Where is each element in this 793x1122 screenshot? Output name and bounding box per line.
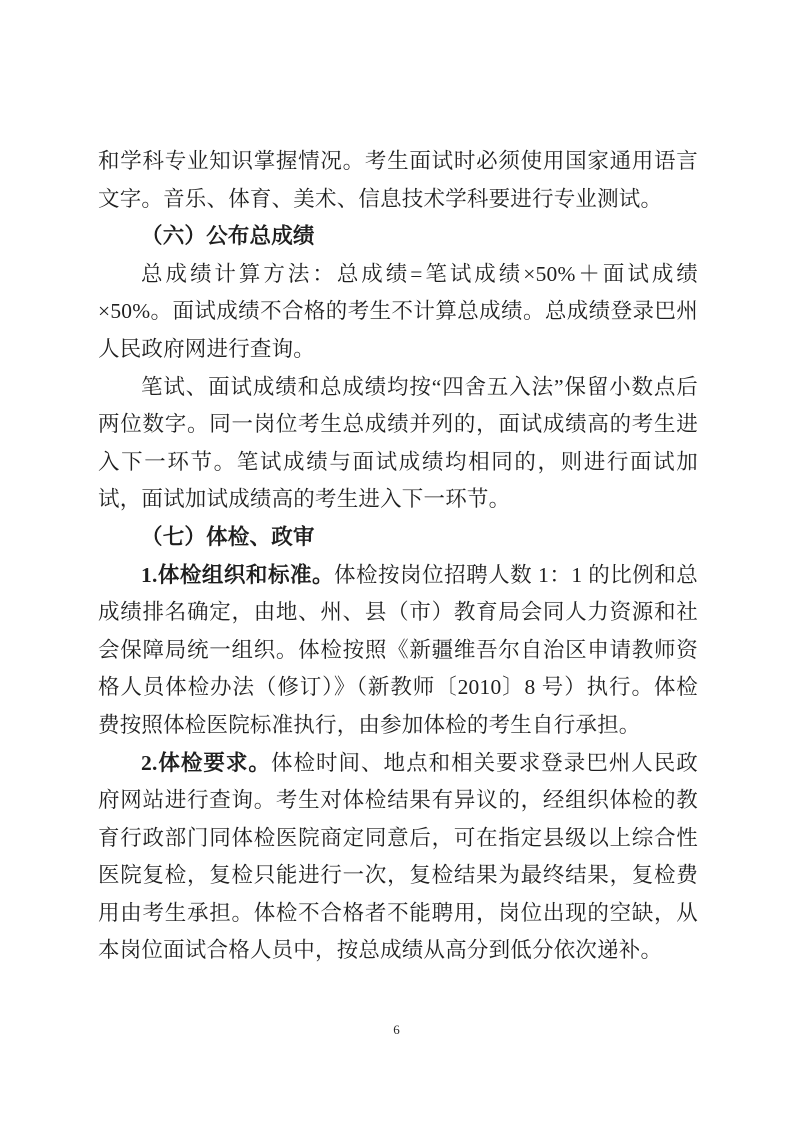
page-number: 6: [393, 1022, 400, 1037]
paragraph-lead-label: 2.体检要求。: [141, 750, 271, 775]
paragraph-physical-exam-requirements: [98, 745, 698, 971]
section-heading-physical-exam-review: （七）体检、政审: [141, 524, 315, 549]
paragraph-text: 体检时间、地点和相关要求登录巴州人民政府网站进行查询。考生对体检结果有异议的，经组织体检的教育行政部门同体检医院商定同意后，可在指定县级以上综合性医院复检，复检只能进行一次，复检结果为最终结果，复检费用由考生承担。体检不合格者不能聘用，岗位出现的空缺，从本岗位面试合格人员中，按总成绩从高分到低分依次递补。: [98, 750, 698, 963]
paragraph-total-score-formula: 总成绩计算方法：总成绩=笔试成绩×50%＋面试成绩×50%。面试成绩不合格的考生不计算总成绩。总成绩登录巴州人民政府网进行查询。: [98, 261, 698, 361]
paragraph-rounding-and-ties: 笔试、面试成绩和总成绩均按“四舍五入法”保留小数点后两位数字。同一岗位考生总成绩并列的，面试成绩高的考生进入下一环节。笔试成绩与面试成绩均相同的，则进行面试加试，面试加试成绩高的考生进入下一环节。: [98, 374, 698, 512]
paragraph-continuation: 和学科专业知识掌握情况。考生面试时必须使用国家通用语言文字。音乐、体育、美术、信息技术学科要进行专业测试。: [98, 149, 698, 211]
document-body: [98, 143, 698, 970]
paragraph-text: 体检按岗位招聘人数 1：1 的比例和总成绩排名确定，由地、州、县（市）教育局会同人力资源和社会保障局统一组织。体检按照《新疆维吾尔自治区申请教师资格人员体检办法（修订）》（新教师〔2010〕8 号）执行。体检费按照体检医院标准执行，由参加体检的考生自行承担。: [98, 562, 698, 737]
paragraph-lead-label: 1.体检组织和标准。: [141, 562, 334, 587]
section-heading-publish-total-score: （六）公布总成绩: [141, 224, 315, 249]
paragraph-physical-exam-organization: [98, 557, 698, 745]
